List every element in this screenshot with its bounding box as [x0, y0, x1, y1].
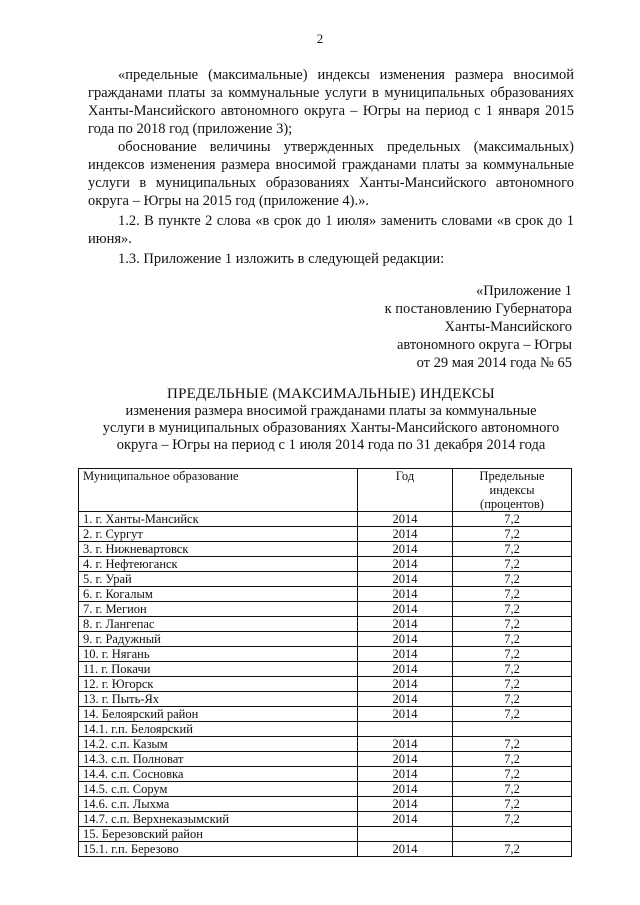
cell-index: 7,2: [453, 677, 572, 692]
table-row: [79, 602, 572, 617]
cell-municipality: 14.5. с.п. Сорум: [79, 782, 358, 797]
cell-municipality: 13. г. Пыть-Ях: [79, 692, 358, 707]
table-header-row: [79, 469, 572, 512]
cell-year: 2014: [358, 587, 453, 602]
appendix-line: Ханты-Мансийского: [444, 319, 572, 335]
indices-table: [78, 468, 572, 857]
table-row: [79, 662, 572, 677]
cell-index: 7,2: [453, 812, 572, 827]
page-number: 2: [316, 31, 324, 46]
header-index: [453, 469, 572, 512]
cell-year: 2014: [358, 662, 453, 677]
table-row: [79, 572, 572, 587]
cell-municipality: 14. Белоярский район: [79, 707, 358, 722]
cell-municipality: 14.2. с.п. Казым: [79, 737, 358, 752]
cell-year: 2014: [358, 617, 453, 632]
cell-year: 2014: [358, 512, 453, 527]
cell-index: 7,2: [453, 632, 572, 647]
cell-year: 2014: [358, 737, 453, 752]
cell-index: 7,2: [453, 842, 572, 857]
cell-year: 2014: [358, 812, 453, 827]
header-municipality: Муниципальное образование: [79, 469, 358, 512]
cell-index: [453, 827, 572, 842]
table-row: [79, 527, 572, 542]
cell-year: [358, 722, 453, 737]
header-year: Год: [358, 469, 453, 512]
cell-municipality: 1. г. Ханты-Мансийск: [79, 512, 358, 527]
cell-municipality: 15.1. г.п. Березово: [79, 842, 358, 857]
cell-municipality: 14.4. с.п. Сосновка: [79, 767, 358, 782]
paragraph-1: «предельные (максимальные) индексы изменения размера вносимой гражданами платы за коммунальные услуги в муниципальных образованиях Ханты-Мансийского автономного округа – Югры на период с 1 января 2015 года по 2018 год (приложение 3);: [88, 67, 574, 137]
cell-municipality: 2. г. Сургут: [79, 527, 358, 542]
heading-subtitle: изменения размера вносимой гражданами платы за коммунальные: [125, 403, 537, 419]
cell-municipality: 12. г. Югорск: [79, 677, 358, 692]
table-row: [79, 782, 572, 797]
appendix-line: автономного округа – Югры: [396, 337, 572, 353]
header-index-line: (процентов): [480, 497, 544, 511]
cell-index: 7,2: [453, 662, 572, 677]
cell-year: 2014: [358, 632, 453, 647]
cell-municipality: 7. г. Мегион: [79, 602, 358, 617]
cell-municipality: 9. г. Радужный: [79, 632, 358, 647]
cell-year: [358, 827, 453, 842]
appendix-line: «Приложение 1: [476, 283, 572, 299]
cell-year: 2014: [358, 707, 453, 722]
cell-index: 7,2: [453, 617, 572, 632]
cell-year: 2014: [358, 797, 453, 812]
cell-index: 7,2: [453, 557, 572, 572]
table-row: [79, 677, 572, 692]
table-row: [79, 722, 572, 737]
cell-index: 7,2: [453, 797, 572, 812]
cell-index: [453, 722, 572, 737]
cell-municipality: 14.7. с.п. Верхнеказымский: [79, 812, 358, 827]
cell-index: 7,2: [453, 737, 572, 752]
cell-year: 2014: [358, 527, 453, 542]
cell-index: 7,2: [453, 527, 572, 542]
appendix-line: от 29 мая 2014 года № 65: [416, 355, 572, 371]
cell-municipality: 3. г. Нижневартовск: [79, 542, 358, 557]
paragraph-2: обоснование величины утвержденных предельных (максимальных) индексов изменения размера вносимой гражданами платы за коммунальные услуги в муниципальных образованиях Ханты-Мансийского автономного округа – Югры на 2015 год (приложение 4).».: [88, 139, 574, 209]
cell-year: 2014: [358, 677, 453, 692]
cell-index: 7,2: [453, 587, 572, 602]
cell-municipality: 11. г. Покачи: [79, 662, 358, 677]
table-row: [79, 542, 572, 557]
paragraph-3: 1.2. В пункте 2 слова «в срок до 1 июля» заменить словами «в срок до 1 июня».: [88, 213, 574, 247]
cell-index: 7,2: [453, 512, 572, 527]
table-row: [79, 587, 572, 602]
table-row: [79, 617, 572, 632]
cell-year: 2014: [358, 767, 453, 782]
heading-subtitle: услуги в муниципальных образованиях Ханты-Мансийского автономного: [102, 420, 560, 436]
table-row: [79, 692, 572, 707]
cell-year: 2014: [358, 542, 453, 557]
table-row: [79, 632, 572, 647]
cell-year: 2014: [358, 602, 453, 617]
header-index-line: Предельные индексы: [479, 469, 545, 497]
cell-year: 2014: [358, 572, 453, 587]
table-row: [79, 812, 572, 827]
cell-index: 7,2: [453, 752, 572, 767]
cell-municipality: 14.3. с.п. Полноват: [79, 752, 358, 767]
table-row: [79, 737, 572, 752]
cell-year: 2014: [358, 782, 453, 797]
table-row: [79, 752, 572, 767]
cell-municipality: 10. г. Нягань: [79, 647, 358, 662]
table-row: [79, 707, 572, 722]
cell-index: 7,2: [453, 782, 572, 797]
heading-subtitle: округа – Югры на период с 1 июля 2014 года по 31 декабря 2014 года: [116, 437, 546, 453]
body-text: [88, 66, 574, 268]
table-row: [79, 842, 572, 857]
cell-year: 2014: [358, 647, 453, 662]
cell-year: 2014: [358, 692, 453, 707]
table-row: [79, 647, 572, 662]
table-row: [79, 797, 572, 812]
appendix-line: к постановлению Губернатора: [384, 301, 572, 317]
appendix-reference: [300, 282, 572, 372]
cell-index: 7,2: [453, 542, 572, 557]
cell-municipality: 8. г. Лангепас: [79, 617, 358, 632]
table-row: [79, 512, 572, 527]
table-heading: [88, 386, 574, 454]
table-row: [79, 557, 572, 572]
table-body: [79, 512, 572, 857]
cell-index: 7,2: [453, 692, 572, 707]
heading-title: ПРЕДЕЛЬНЫЕ (МАКСИМАЛЬНЫЕ) ИНДЕКСЫ: [167, 386, 495, 402]
paragraph-4: 1.3. Приложение 1 изложить в следующей редакции:: [118, 251, 445, 267]
table-row: [79, 767, 572, 782]
cell-index: 7,2: [453, 572, 572, 587]
cell-index: 7,2: [453, 767, 572, 782]
cell-index: 7,2: [453, 647, 572, 662]
cell-municipality: 6. г. Когалым: [79, 587, 358, 602]
cell-municipality: 5. г. Урай: [79, 572, 358, 587]
cell-index: 7,2: [453, 707, 572, 722]
cell-year: 2014: [358, 752, 453, 767]
cell-year: 2014: [358, 557, 453, 572]
cell-index: 7,2: [453, 602, 572, 617]
cell-municipality: 4. г. Нефтеюганск: [79, 557, 358, 572]
cell-municipality: 15. Березовский район: [79, 827, 358, 842]
cell-year: 2014: [358, 842, 453, 857]
table-row: [79, 827, 572, 842]
cell-municipality: 14.6. с.п. Лыхма: [79, 797, 358, 812]
cell-municipality: 14.1. г.п. Белоярский: [79, 722, 358, 737]
